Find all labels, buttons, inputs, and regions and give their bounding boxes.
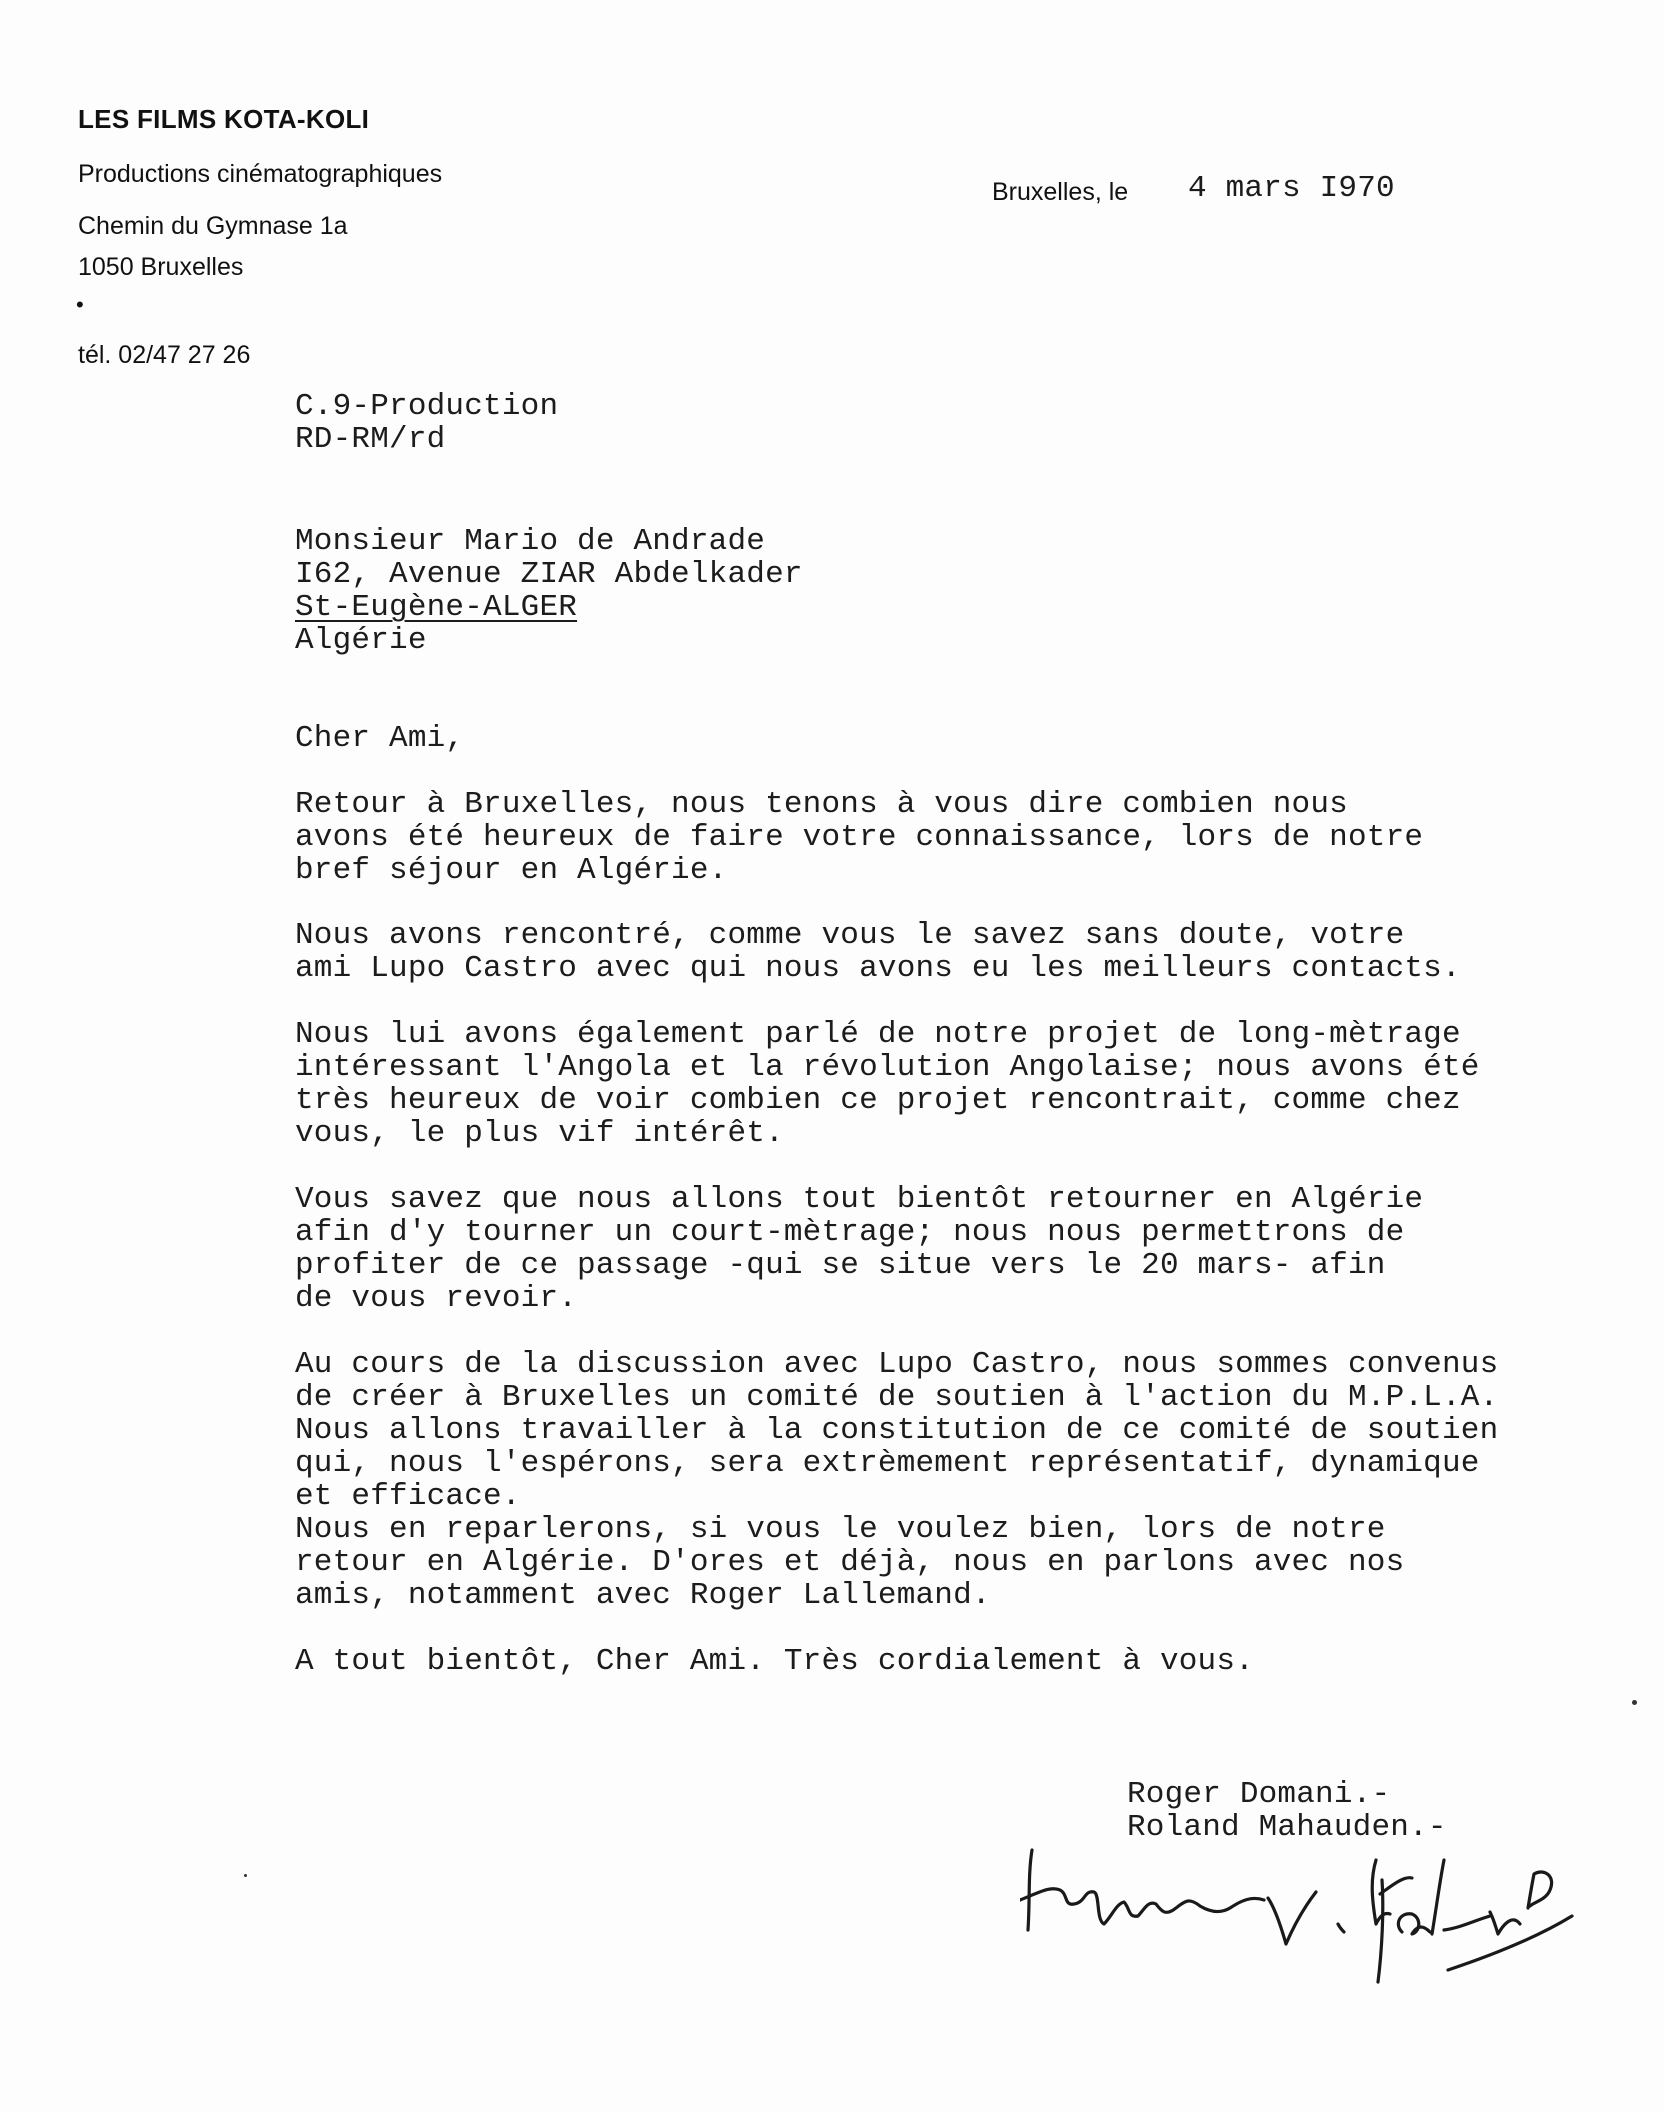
company-name: LES FILMS KOTA-KOLI <box>78 104 370 134</box>
body-line: Nous en reparlerons, si vous le voulez bien, lors de notre <box>295 1512 1386 1547</box>
scan-speck <box>244 1874 247 1877</box>
body-line: retour en Algérie. D'ores et déjà, nous en parlons avec nos <box>295 1545 1405 1580</box>
body-line: Vous savez que nous allons tout bientôt retourner en Algérie <box>295 1182 1424 1217</box>
letterhead-bullet: • <box>76 292 84 317</box>
body-line: Retour à Bruxelles, nous tenons à vous dire combien nous <box>295 787 1348 822</box>
body-paragraph <box>295 1183 1423 1315</box>
date-value: 4 mars I970 <box>1188 171 1395 206</box>
signatory-name: Roger Domani.- <box>1127 1777 1391 1812</box>
body-line: qui, nous l'espérons, sera extrèmement représentatif, dynamique <box>295 1446 1480 1481</box>
body-paragraph <box>295 919 1461 985</box>
closing-paragraph <box>295 1645 1254 1678</box>
body-line: Nous avons rencontré, comme vous le savez sans doute, votre <box>295 918 1405 953</box>
body-line: intéressant l'Angola et la révolution Angolaise; nous avons été <box>295 1050 1480 1085</box>
date-label: Bruxelles, le <box>992 178 1129 206</box>
reference-block <box>295 390 558 456</box>
body-paragraph <box>295 788 1423 887</box>
scan-speck <box>1632 1700 1637 1705</box>
reference-line: RD-RM/rd <box>295 422 446 457</box>
body-paragraph <box>295 1348 1498 1612</box>
company-phone: tél. 02/47 27 26 <box>78 341 251 369</box>
body-line: Nous allons travailler à la constitution de ce comité de soutien <box>295 1413 1499 1448</box>
recipient-street: I62, Avenue ZIAR Abdelkader <box>295 557 803 592</box>
body-line: avons été heureux de faire votre connaissance, lors de notre <box>295 820 1424 855</box>
company-subtitle: Productions cinématographiques <box>78 160 443 188</box>
body-line: Au cours de la discussion avec Lupo Castro, nous sommes convenus <box>295 1347 1499 1382</box>
recipient-country: Algérie <box>295 623 427 658</box>
reference-line: C.9-Production <box>295 389 559 424</box>
body-line: A tout bientôt, Cher Ami. Très cordialement à vous. <box>295 1644 1254 1679</box>
handwritten-signatures <box>1020 1820 1580 1990</box>
company-street: Chemin du Gymnase 1a <box>78 212 348 240</box>
company-city: 1050 Bruxelles <box>78 253 244 281</box>
body-line: de créer à Bruxelles un comité de soutien à l'action du M.P.L.A. <box>295 1380 1499 1415</box>
greeting: Cher Ami, <box>295 721 465 756</box>
recipient-name: Monsieur Mario de Andrade <box>295 524 766 559</box>
body-line: ami Lupo Castro avec qui nous avons eu les meilleurs contacts. <box>295 951 1461 986</box>
body-line: profiter de ce passage -qui se situe vers le 20 mars- afin <box>295 1248 1386 1283</box>
body-line: et efficace. <box>295 1479 521 1514</box>
body-line: bref séjour en Algérie. <box>295 853 728 888</box>
body-line: très heureux de voir combien ce projet rencontrait, comme chez <box>295 1083 1461 1118</box>
body-line: afin d'y tourner un court-mètrage; nous nous permettrons de <box>295 1215 1405 1250</box>
body-line: vous, le plus vif intérêt. <box>295 1116 784 1151</box>
body-line: amis, notamment avec Roger Lallemand. <box>295 1578 991 1613</box>
body-line: de vous revoir. <box>295 1281 578 1316</box>
body-line: Nous lui avons également parlé de notre projet de long-mètrage <box>295 1017 1461 1052</box>
recipient-address <box>295 525 803 657</box>
body-paragraph <box>295 1018 1480 1150</box>
recipient-city: St-Eugène-ALGER <box>295 590 578 625</box>
signatory-name: Roland Mahauden.- <box>1127 1810 1447 1845</box>
